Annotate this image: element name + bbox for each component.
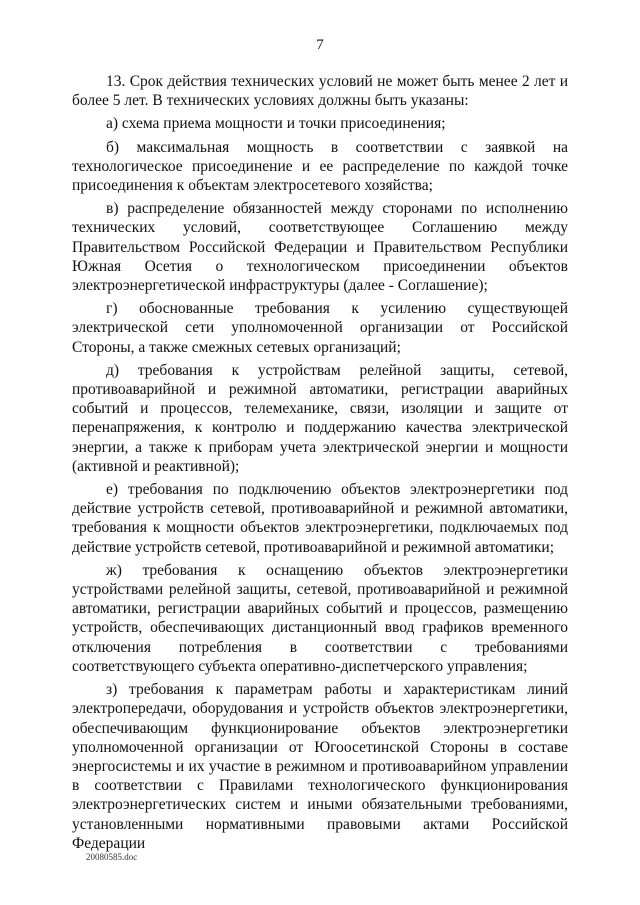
paragraph-g: г) обоснованные требования к усилению существующей электрической сети уполномоченной организации от Российской Стороны, а также смежных сетевых организаций; [72,300,568,356]
paragraph-13: 13. Срок действия технических условий не может быть менее 2 лет и более 5 лет. В технических условиях должны быть указаны: [72,73,568,110]
paragraph-v: в) распределение обязанностей между сторонами по исполнению технических условий, соответствующее Соглашению между Правительством Российской Федерации и Правительством Республики Южная Осетия о технологическом присоединении объектов электроэнергетической инфраструктуры (далее - Соглашение); [72,200,568,295]
document-body [72,72,568,857]
page-number: 7 [316,37,324,53]
paragraph-a: а) схема приема мощности и точки присоединения; [106,115,446,133]
paragraph-b: б) максимальная мощность в соответствии с заявкой на технологическое присоединение и ее распределение по каждой точке присоединения к объектам электросетевого хозяйства; [72,138,568,195]
file-name-footer: 20080585.doc [86,852,138,862]
paragraph-d: д) требования к устройствам релейной защиты, сетевой, противоаварийной и режимной автоматики, регистрации аварийных событий и процессов, телемеханике, связи, изоляции и защите от перенапряжения, к контролю и поддержанию качества электрической энергии, а также к приборам учета электрической энергии и мощности (активной и реактивной); [72,361,568,475]
paragraph-z: з) требования к параметрам работы и характеристикам линий электропередачи, оборудования и устройств объектов электроэнергетики, обеспечивающим функционирование объектов электроэнергетики уполномоченной организации от Югоосетинской Стороны в составе энергосистемы и их участие в режимном и противоаварийном управлении в соответствии с Правилами технологического функционирования электроэнергетических систем и иными обязательными требованиями, установленными нормативными правовыми актами Российской Федерации [72,681,568,852]
paragraph-zh: ж) требования к оснащению объектов электроэнергетики устройствами релейной защиты, сетевой, противоаварийной и режимной автоматики, регистрации аварийных событий и процессов, размещению устройств, обеспечивающих дистанционный ввод графиков временного отключения потребления в соответствии с требованиями соответствующего субъекта оперативно-диспетчерского управления; [72,561,568,675]
paragraph-e: е) требования по подключению объектов электроэнергетики под действие устройств сетевой, противоаварийной и режимной автоматики, требования к мощности объектов электроэнергетики, подключаемых под действие устройств сетевой, противоаварийной и режимной автоматики; [72,481,568,556]
